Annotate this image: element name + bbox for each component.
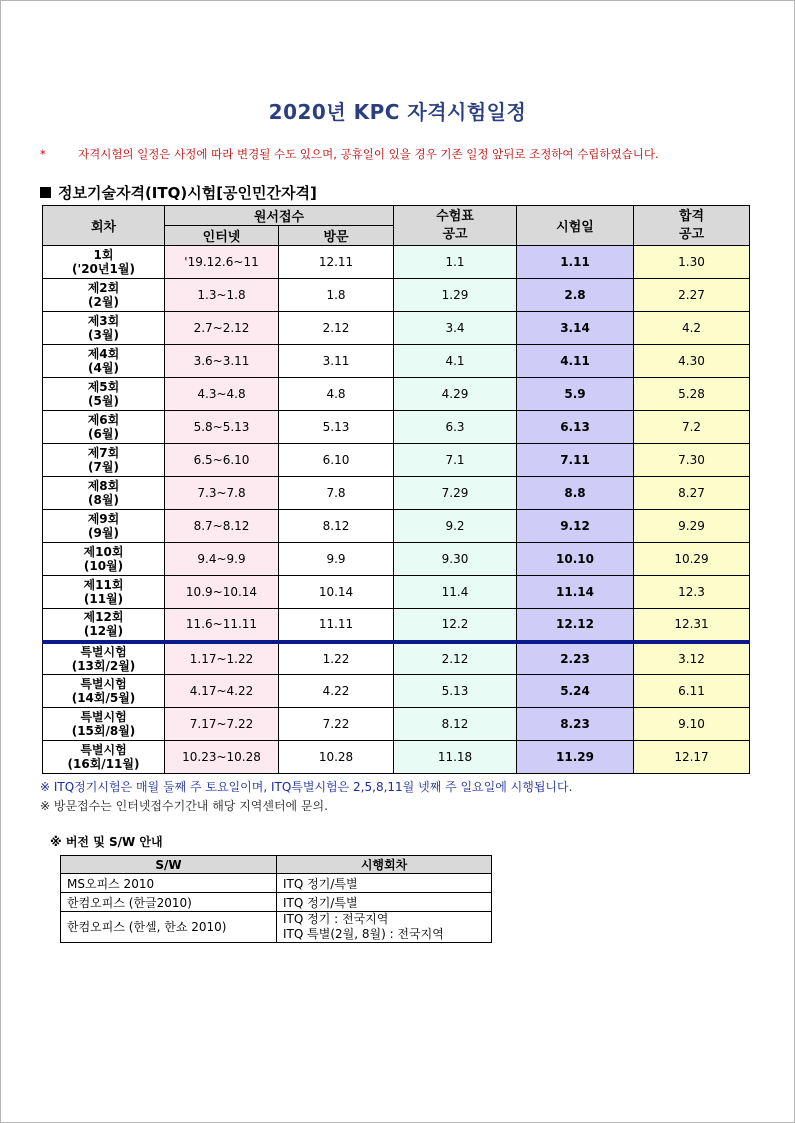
table-row xyxy=(43,477,750,510)
header-round: 회차 xyxy=(43,206,165,246)
visit-date: 11.11 xyxy=(279,609,394,642)
round-label: 제4회 xyxy=(87,347,120,361)
table-row xyxy=(43,378,750,411)
sw-header-sw: S/W xyxy=(61,856,277,874)
visit-date: 12.11 xyxy=(279,246,394,279)
internet-period: 10.23~10.28 xyxy=(165,741,279,774)
visit-date: 10.28 xyxy=(279,741,394,774)
header-visit: 방문 xyxy=(279,226,394,246)
note-visit: ※ 방문접수는 인터넷접수기간내 해당 지역센터에 문의. xyxy=(40,799,328,813)
result-date: 8.27 xyxy=(634,477,750,510)
result-date: 1.30 xyxy=(634,246,750,279)
internet-period: 8.7~8.12 xyxy=(165,510,279,543)
result-date: 12.3 xyxy=(634,576,750,609)
notice-asterisk: * xyxy=(40,147,46,161)
result-date: 10.29 xyxy=(634,543,750,576)
round-cell xyxy=(43,609,165,642)
exam-date: 9.12 xyxy=(517,510,634,543)
result-date: 12.17 xyxy=(634,741,750,774)
visit-date: 3.11 xyxy=(279,345,394,378)
round-label: (4월) xyxy=(88,361,119,375)
visit-date: 7.22 xyxy=(279,708,394,741)
header-ticket-line1: 수험표 xyxy=(436,208,474,224)
result-date: 12.31 xyxy=(634,609,750,642)
page-title: 2020년 KPC 자격시험일정 xyxy=(268,100,527,124)
exam-date: 2.23 xyxy=(517,642,634,675)
internet-period: 4.3~4.8 xyxy=(165,378,279,411)
round-cell xyxy=(43,708,165,741)
result-date: 9.29 xyxy=(634,510,750,543)
table-row xyxy=(43,279,750,312)
table-row xyxy=(43,411,750,444)
round-label: (11월) xyxy=(83,592,124,606)
round-cell xyxy=(43,411,165,444)
round-label: (6월) xyxy=(88,427,119,441)
ticket-date: 11.4 xyxy=(394,576,517,609)
header-application: 원서접수 xyxy=(165,206,394,226)
result-date: 5.28 xyxy=(634,378,750,411)
exam-date: 11.14 xyxy=(517,576,634,609)
sw-rounds-line: ITQ 정기 : 전국지역 xyxy=(283,912,389,926)
visit-date: 2.12 xyxy=(279,312,394,345)
round-label: (15회/8월) xyxy=(71,724,136,738)
round-label: 특별시험 xyxy=(80,710,127,724)
header-result-line1: 합격 xyxy=(678,208,705,224)
exam-date: 5.24 xyxy=(517,675,634,708)
ticket-date: 8.12 xyxy=(394,708,517,741)
ticket-date: 6.3 xyxy=(394,411,517,444)
header-ticket-line2: 공고 xyxy=(442,226,468,242)
visit-date: 1.8 xyxy=(279,279,394,312)
ticket-date: 9.30 xyxy=(394,543,517,576)
visit-date: 9.9 xyxy=(279,543,394,576)
round-cell xyxy=(43,246,165,279)
sw-heading: ※ 버전 및 S/W 안내 xyxy=(50,835,163,849)
round-cell xyxy=(43,477,165,510)
ticket-date: 4.29 xyxy=(394,378,517,411)
exam-date: 10.10 xyxy=(517,543,634,576)
round-cell xyxy=(43,279,165,312)
table-row xyxy=(43,345,750,378)
exam-date: 5.9 xyxy=(517,378,634,411)
ticket-date: 12.2 xyxy=(394,609,517,642)
round-label: 특별시험 xyxy=(80,743,127,757)
result-date: 2.27 xyxy=(634,279,750,312)
round-cell xyxy=(43,510,165,543)
internet-period: '19.12.6~11 xyxy=(165,246,279,279)
round-label: (14회/5월) xyxy=(71,691,136,705)
header-exam-date: 시험일 xyxy=(517,206,634,246)
ticket-date: 3.4 xyxy=(394,312,517,345)
result-date: 6.11 xyxy=(634,675,750,708)
round-label: (7월) xyxy=(88,460,119,474)
notice-text: 자격시험의 일정은 사정에 따라 변경될 수도 있으며, 공휴일이 있을 경우 기존 일정 앞뒤로 조정하여 수립하였습니다. xyxy=(78,147,659,161)
round-label: 제11회 xyxy=(83,578,124,592)
round-label: (5월) xyxy=(88,394,119,408)
visit-date: 1.22 xyxy=(279,642,394,675)
table-row xyxy=(61,874,492,893)
ticket-date: 7.1 xyxy=(394,444,517,477)
internet-period: 2.7~2.12 xyxy=(165,312,279,345)
round-cell xyxy=(43,675,165,708)
round-label: (9월) xyxy=(88,526,119,540)
round-cell xyxy=(43,444,165,477)
round-label: 제10회 xyxy=(83,545,124,559)
sw-rounds: ITQ 정기/특별 xyxy=(277,893,492,912)
itq-schedule-table xyxy=(42,205,750,774)
round-label: 제8회 xyxy=(87,479,120,493)
result-date: 4.2 xyxy=(634,312,750,345)
table-row xyxy=(61,912,492,943)
round-cell xyxy=(43,543,165,576)
round-label: (16회/11월) xyxy=(67,757,140,771)
ticket-date: 2.12 xyxy=(394,642,517,675)
round-label: 제7회 xyxy=(87,446,120,460)
internet-period: 10.9~10.14 xyxy=(165,576,279,609)
round-label: 특별시험 xyxy=(80,644,127,659)
ticket-date: 9.2 xyxy=(394,510,517,543)
round-cell xyxy=(43,345,165,378)
ticket-date: 4.1 xyxy=(394,345,517,378)
sw-header-rounds: 시행회차 xyxy=(277,856,492,874)
header-ticket xyxy=(394,206,517,246)
round-cell xyxy=(43,642,165,675)
ticket-date: 1.29 xyxy=(394,279,517,312)
table-row xyxy=(43,609,750,642)
exam-date: 2.8 xyxy=(517,279,634,312)
round-label: 특별시험 xyxy=(80,677,127,691)
round-label: 제3회 xyxy=(87,314,120,328)
section-title xyxy=(40,182,317,203)
round-label: 제5회 xyxy=(87,380,120,394)
visit-date: 10.14 xyxy=(279,576,394,609)
visit-date: 6.10 xyxy=(279,444,394,477)
sw-name: 한컴오피스 (한글2010) xyxy=(61,893,277,912)
table-row xyxy=(43,312,750,345)
ticket-date: 5.13 xyxy=(394,675,517,708)
visit-date: 8.12 xyxy=(279,510,394,543)
round-label: (3월) xyxy=(88,328,119,342)
table-row xyxy=(43,675,750,708)
internet-period: 3.6~3.11 xyxy=(165,345,279,378)
sw-rounds: ITQ 정기/특별 xyxy=(277,874,492,893)
round-label: (2월) xyxy=(88,295,119,309)
round-label: 제6회 xyxy=(87,413,120,427)
round-label: (12월) xyxy=(83,624,124,639)
internet-period: 9.4~9.9 xyxy=(165,543,279,576)
internet-period: 11.6~11.11 xyxy=(165,609,279,642)
round-label: 제12회 xyxy=(83,610,124,625)
round-cell xyxy=(43,741,165,774)
result-date: 4.30 xyxy=(634,345,750,378)
round-label: 제9회 xyxy=(87,512,120,526)
result-date: 9.10 xyxy=(634,708,750,741)
table-row xyxy=(43,576,750,609)
round-cell xyxy=(43,576,165,609)
note-itq-days: ※ ITQ정기시험은 매월 둘째 주 토요일이며, ITQ특별시험은 2,5,8,11월 넷째 주 일요일에 시행됩니다. xyxy=(40,780,573,794)
table-row xyxy=(43,543,750,576)
table-row xyxy=(43,510,750,543)
internet-period: 1.3~1.8 xyxy=(165,279,279,312)
round-cell xyxy=(43,312,165,345)
sw-rounds-line: ITQ 특별(2월, 8월) : 전국지역 xyxy=(283,927,444,941)
table-row xyxy=(43,708,750,741)
visit-date: 4.22 xyxy=(279,675,394,708)
schedule-notice xyxy=(40,146,659,162)
result-date: 7.30 xyxy=(634,444,750,477)
internet-period: 7.17~7.22 xyxy=(165,708,279,741)
section-title-text: 정보기술자격(ITQ)시험[공인민간자격] xyxy=(58,184,317,202)
sw-name: MS오피스 2010 xyxy=(61,874,277,893)
notes xyxy=(40,778,572,816)
exam-date: 8.23 xyxy=(517,708,634,741)
round-label: (13회/2월) xyxy=(71,658,136,673)
round-label: (10월) xyxy=(83,559,124,573)
exam-date: 12.12 xyxy=(517,609,634,642)
black-square-icon xyxy=(40,187,51,198)
table-row xyxy=(43,246,750,279)
round-label: 제2회 xyxy=(87,281,120,295)
table-row xyxy=(43,741,750,774)
table-row xyxy=(61,893,492,912)
result-date: 3.12 xyxy=(634,642,750,675)
sw-version-table xyxy=(60,855,492,943)
table-row xyxy=(43,444,750,477)
exam-date: 3.14 xyxy=(517,312,634,345)
header-result-line2: 공고 xyxy=(678,226,705,242)
result-date: 7.2 xyxy=(634,411,750,444)
table-row xyxy=(43,642,750,675)
round-label: ('20년1월) xyxy=(72,262,135,276)
exam-date: 6.13 xyxy=(517,411,634,444)
visit-date: 5.13 xyxy=(279,411,394,444)
round-cell xyxy=(43,378,165,411)
exam-date: 1.11 xyxy=(517,246,634,279)
header-result xyxy=(634,206,750,246)
visit-date: 7.8 xyxy=(279,477,394,510)
internet-period: 1.17~1.22 xyxy=(165,642,279,675)
exam-date: 4.11 xyxy=(517,345,634,378)
internet-period: 4.17~4.22 xyxy=(165,675,279,708)
ticket-date: 7.29 xyxy=(394,477,517,510)
ticket-date: 1.1 xyxy=(394,246,517,279)
round-label: (8월) xyxy=(88,493,119,507)
ticket-date: 11.18 xyxy=(394,741,517,774)
exam-date: 11.29 xyxy=(517,741,634,774)
visit-date: 4.8 xyxy=(279,378,394,411)
round-label: 1회 xyxy=(93,248,114,262)
exam-date: 7.11 xyxy=(517,444,634,477)
exam-date: 8.8 xyxy=(517,477,634,510)
internet-period: 7.3~7.8 xyxy=(165,477,279,510)
internet-period: 5.8~5.13 xyxy=(165,411,279,444)
header-internet: 인터넷 xyxy=(165,226,279,246)
sw-rounds xyxy=(277,912,492,943)
sw-name: 한컴오피스 (한셀, 한쇼 2010) xyxy=(61,912,277,943)
internet-period: 6.5~6.10 xyxy=(165,444,279,477)
